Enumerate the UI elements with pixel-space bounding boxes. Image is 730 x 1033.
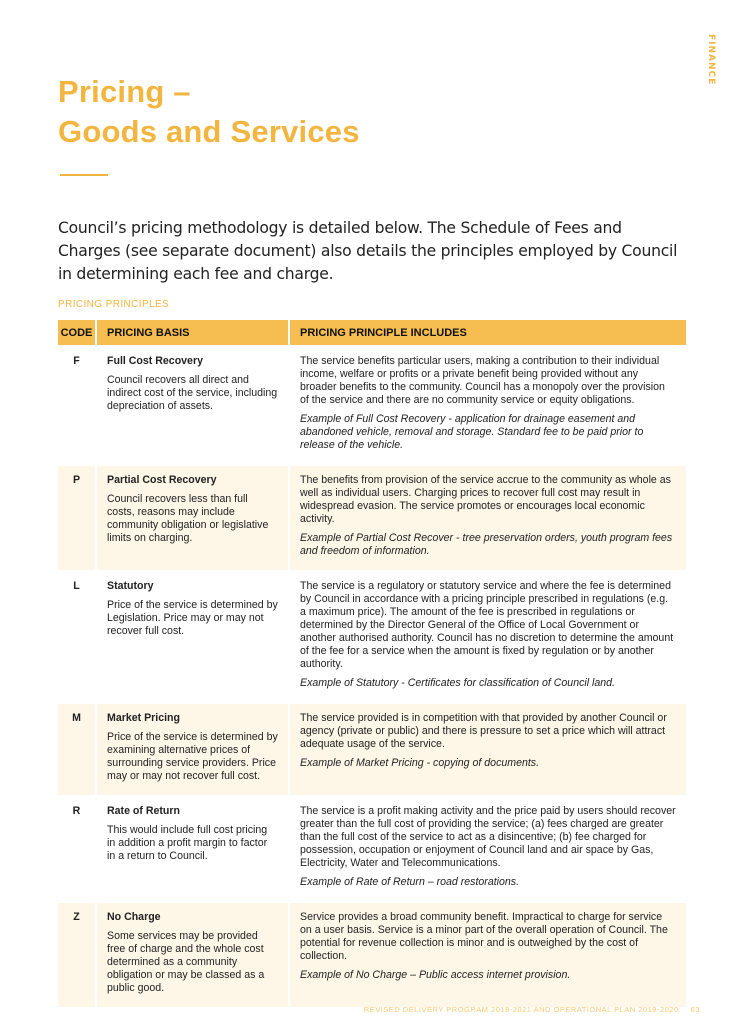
- table-caption: PRICING PRINCIPLES: [58, 299, 170, 310]
- row-pricing-principle: [289, 902, 686, 1007]
- row-pricing-principle: [289, 796, 686, 902]
- basis-description: Council recovers less than full costs, reasons may include community obligation or legislative limits on charging.: [107, 493, 269, 544]
- basis-description: Price of the service is determined by Legislation. Price may or may not recover full cost.: [107, 599, 278, 637]
- row-code: L: [58, 571, 96, 703]
- principle-description: Service provides a broad community benefit. Impractical to charge for service on a user basis. Service is a minor part of the overall operation of Council. The potential for revenue collection is minor and is outweighed by the cost of collection.: [300, 911, 668, 962]
- row-pricing-principle: [289, 346, 686, 465]
- row-code: F: [58, 346, 96, 465]
- principle-description: The benefits from provision of the service accrue to the community as whole as well as individual users. Charging prices to recover full cost may result in widespread evasion. The service promotes or encourages local economic activity.: [300, 474, 671, 525]
- page-number: 63: [690, 1005, 700, 1014]
- header-pricing-basis: PRICING BASIS: [96, 320, 289, 346]
- row-code: M: [58, 703, 96, 796]
- row-pricing-principle: [289, 465, 686, 571]
- principle-description: The service is a regulatory or statutory service and where the fee is determined by Council in accordance with a pricing principle prescribed in regulations (e.g. a maximum price). The amount of the fee is prescribed in regulations or determined by the Director General of the Office of Local Government or another authorised authority. Council has no discretion to determine the amount of the fee for a service when the amount is fixed by regulation or by another authority.: [300, 580, 674, 670]
- principle-description: The service benefits particular users, making a contribution to their individual income, welfare or profits or a private benefit being provided without any broader benefits to the community. Council has a monopoly over the provision of the service and there are no community service or equity obligations.: [300, 355, 665, 406]
- row-pricing-basis: [96, 796, 289, 902]
- row-code: P: [58, 465, 96, 571]
- table-header-row: [58, 320, 686, 346]
- basis-name: Full Cost Recovery: [107, 355, 203, 367]
- page-footer: [364, 1005, 700, 1014]
- basis-description: This would include full cost pricing in addition a profit margin to factor in a return to Council.: [107, 824, 268, 862]
- section-tab: FINANCE: [706, 34, 716, 86]
- principle-example: Example of Market Pricing - copying of documents.: [300, 757, 540, 769]
- table-row: [58, 703, 686, 796]
- row-code: R: [58, 796, 96, 902]
- basis-name: Market Pricing: [107, 712, 181, 724]
- row-pricing-basis: [96, 703, 289, 796]
- principle-description: The service provided is in competition with that provided by another Council or agency (private or public) and there is pressure to set a price which will attract adequate usage of the service.: [300, 712, 667, 750]
- table-row: [58, 571, 686, 703]
- pricing-principles-table: [58, 320, 686, 1007]
- row-pricing-basis: [96, 571, 289, 703]
- principle-example: Example of Statutory - Certificates for classification of Council land.: [300, 677, 616, 689]
- footer-text: REVISED DELIVERY PROGRAM 2018-2021 AND OPERATIONAL PLAN 2019-2020: [363, 1005, 679, 1014]
- header-code: CODE: [58, 320, 96, 346]
- basis-name: Partial Cost Recovery: [107, 474, 217, 486]
- row-pricing-principle: [289, 703, 686, 796]
- basis-name: Statutory: [107, 580, 154, 592]
- row-pricing-basis: [96, 346, 289, 465]
- basis-description: Price of the service is determined by examining alternative prices of surrounding service providers. Price may or may not recover full cost.: [107, 731, 278, 782]
- page-title-line-1: Pricing –: [58, 74, 191, 109]
- row-code: Z: [58, 902, 96, 1007]
- table-row: [58, 346, 686, 465]
- basis-description: Some services may be provided free of charge and the whole cost determined as a community obligation or may be classed as a public good.: [107, 930, 265, 994]
- principle-description: The service is a profit making activity and the price paid by users should recover greater than the full cost of providing the service; (a) fees charged are greater than the full cost of the service to act as a disincentive; (b) fee charged for possession, occupation or enjoyment of Council land and air space by Gas, Electricity, Water and Telecommunications.: [300, 805, 676, 869]
- title-divider: [60, 174, 108, 176]
- row-pricing-principle: [289, 571, 686, 703]
- row-pricing-basis: [96, 902, 289, 1007]
- principle-example: Example of Partial Cost Recover - tree preservation orders, youth program fees and freedom of information.: [300, 532, 673, 557]
- table-row: [58, 796, 686, 902]
- principle-example: Example of Rate of Return – road restorations.: [300, 876, 520, 888]
- principle-example: Example of Full Cost Recovery - application for drainage easement and abandoned vehicle, removal and storage. Standard fee to be paid prior to release of the vehicle.: [300, 413, 644, 451]
- basis-name: Rate of Return: [107, 805, 180, 817]
- page-title-line-2: Goods and Services: [58, 114, 360, 149]
- intro-paragraph: Council’s pricing methodology is detailed below. The Schedule of Fees and Charges (see separate document) also details the principles employed by Council in determining each fee and charge.: [58, 219, 678, 283]
- table-row: [58, 902, 686, 1007]
- table-row: [58, 465, 686, 571]
- basis-description: Council recovers all direct and indirect cost of the service, including depreciation of assets.: [107, 374, 278, 412]
- basis-name: No Charge: [107, 911, 161, 923]
- page-title: [58, 72, 360, 152]
- row-pricing-basis: [96, 465, 289, 571]
- header-pricing-principle: PRICING PRINCIPLE INCLUDES: [289, 320, 686, 346]
- principle-example: Example of No Charge – Public access internet provision.: [300, 969, 571, 981]
